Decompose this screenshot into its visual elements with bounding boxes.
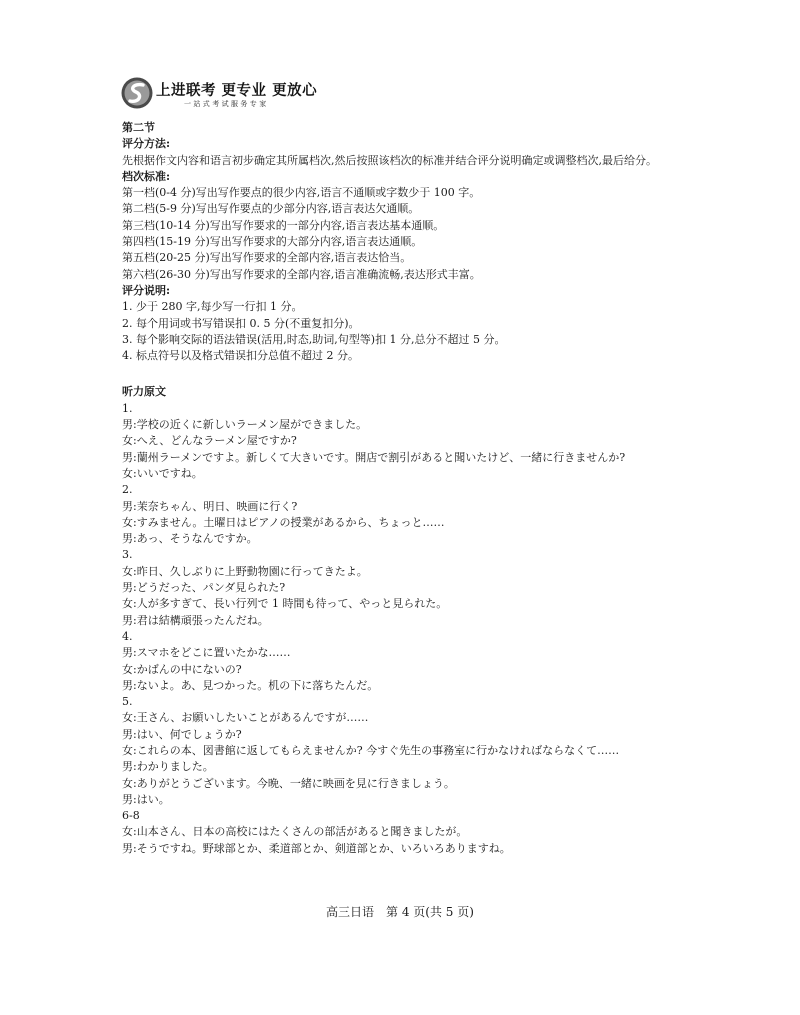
dialogue-line: 女:かばんの中にないの? xyxy=(122,662,242,676)
scoring-note: 1. 少于 280 字,每少写一行扣 1 分。 xyxy=(122,300,303,314)
scoring-note: 3. 每个影响交际的语法错误(活用,时态,助词,句型等)扣 1 分,总分不超过 5 分。 xyxy=(122,332,506,346)
section-spacer xyxy=(122,364,722,384)
grade-level-6: 第六档(26-30 分)写出写作要求的全部内容,语言准确流畅,表达形式丰富。 xyxy=(122,267,481,281)
dialogue-line: 男:はい、何でしょうか? xyxy=(122,727,242,741)
scoring-note: 4. 标点符号以及格式错误扣分总值不超过 2 分。 xyxy=(122,349,359,363)
dialogue-line: 女:王さん、お願いしたいことがあるんですが…… xyxy=(122,711,369,725)
brand-subtitle: 一站式考试服务专家 xyxy=(184,100,269,108)
question-number: 5. xyxy=(122,695,133,709)
question-number: 3. xyxy=(122,548,133,562)
scoring-note: 2. 每个用词或书写错误扣 0. 5 分(不重复扣分)。 xyxy=(122,316,360,330)
dialogue-line: 女:ありがとうございます。今晩、一緒に映画を見に行きましょう。 xyxy=(122,776,455,790)
document-body xyxy=(122,120,722,857)
brand-header xyxy=(120,76,320,112)
grade-level-1: 第一档(0-4 分)写出写作要点的很少内容,语言不通顺或字数少于 100 字。 xyxy=(122,186,481,200)
brand-title: 上进联考 更专业 更放心 xyxy=(156,83,318,99)
scoring-section xyxy=(122,120,722,364)
section-heading: 第二节 xyxy=(122,121,155,134)
dialogue-line: 男:ないよ。あ、見つかった。机の下に落ちたんだ。 xyxy=(122,678,379,692)
dialogue-line: 男:学校の近くに新しいラーメン屋ができました。 xyxy=(122,418,368,432)
question-number: 4. xyxy=(122,629,133,643)
page-footer: 高三日语 第 4 页(共 5 页) xyxy=(326,905,474,919)
scoring-notes-label: 评分说明: xyxy=(122,283,171,297)
grade-level-2: 第二档(5-9 分)写出写作要点的少部分内容,语言表达欠通顺。 xyxy=(122,202,420,216)
scoring-method-label: 评分方法: xyxy=(122,137,171,151)
brand-logo-icon xyxy=(120,76,154,110)
grade-standard-label: 档次标准: xyxy=(122,169,171,183)
grade-level-3: 第三档(10-14 分)写出写作要求的一部分内容,语言表达基本通顺。 xyxy=(122,218,445,232)
dialogue-line: 男:スマホをどこに置いたかな…… xyxy=(122,646,291,660)
listening-title: 听力原文 xyxy=(122,385,166,399)
dialogue-line: 男:蘭州ラーメンですよ。新しくて大きいです。開店で割引があると聞いたけど、一緒に行きませんか? xyxy=(122,450,626,464)
dialogue-line: 女:これらの本、図書館に返してもらえませんか? 今すぐ先生の事務室に行かなければならなくて…… xyxy=(122,743,620,757)
question-number: 1. xyxy=(122,401,133,415)
dialogue-line: 女:山本さん、日本の高校にはたくさんの部活があると聞きましたが。 xyxy=(122,825,468,839)
dialogue-line: 女:へえ、どんなラーメン屋ですか? xyxy=(122,434,297,448)
scoring-method-text: 先根据作文内容和语言初步确定其所属档次,然后按照该档次的标准并结合评分说明确定或调整档次,最后给分。 xyxy=(122,153,657,167)
dialogue-line: 女:すみません。土曜日はピアノの授業があるから、ちょっと…… xyxy=(122,515,445,529)
dialogue-line: 女:人が多すぎて、長い行列で 1 時間も待って、やっと見られた。 xyxy=(122,597,448,611)
dialogue-line: 女:いいですね。 xyxy=(122,466,203,480)
dialogue-line: 男:どうだった、パンダ見られた? xyxy=(122,581,286,595)
dialogue-line: 男:茉奈ちゃん、明日、映画に行く? xyxy=(122,499,298,513)
grade-level-5: 第五档(20-25 分)写出写作要求的全部内容,语言表达恰当。 xyxy=(122,251,412,265)
listening-section xyxy=(122,384,722,857)
dialogue-line: 男:わかりました。 xyxy=(122,760,214,774)
question-number: 6-8 xyxy=(122,809,140,823)
dialogue-line: 男:はい。 xyxy=(122,792,170,806)
question-number: 2. xyxy=(122,483,133,497)
dialogue-line: 男:あっ、そうなんですか。 xyxy=(122,532,258,546)
dialogue-line: 女:昨日、久しぶりに上野動物園に行ってきたよ。 xyxy=(122,564,368,578)
dialogue-line: 男:君は結構頑張ったんだね。 xyxy=(122,613,269,627)
dialogue-line: 男:そうですね。野球部とか、柔道部とか、剣道部とか、いろいろありますね。 xyxy=(122,841,511,855)
grade-level-4: 第四档(15-19 分)写出写作要求的大部分内容,语言表达通顺。 xyxy=(122,235,423,249)
